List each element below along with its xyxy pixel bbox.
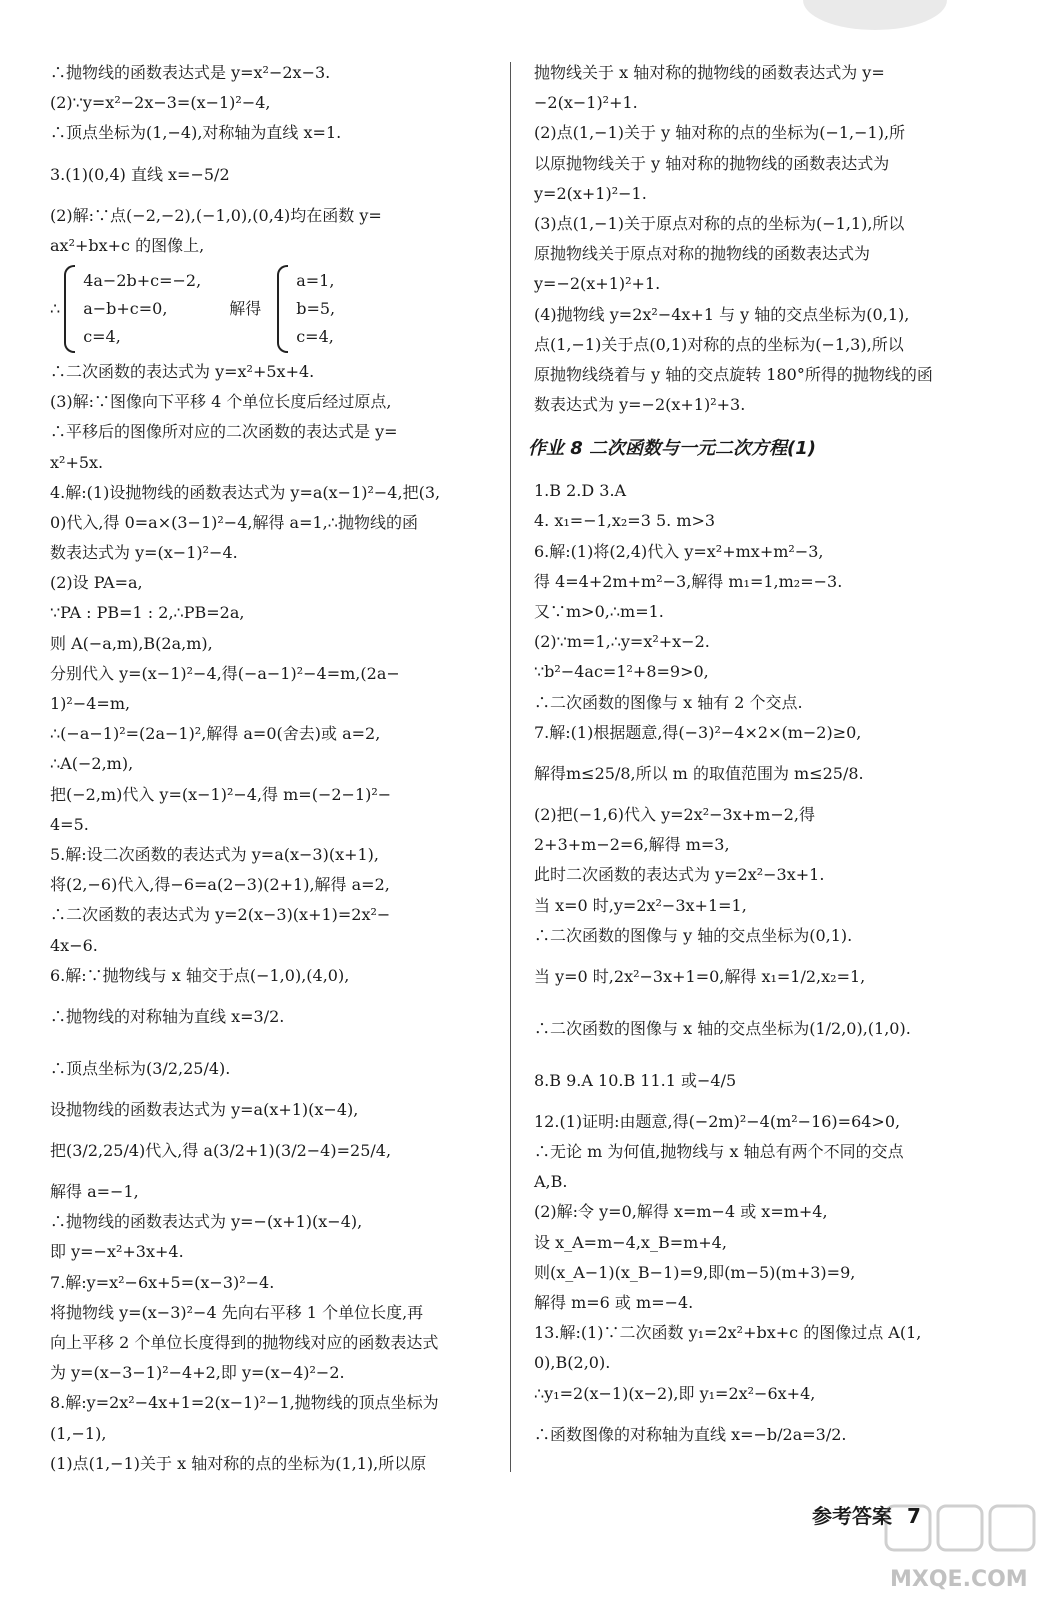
text-line: ∴y₁=2(x−1)(x−2),即 y₁=2x²−6x+4, bbox=[534, 1383, 816, 1403]
text-line: 1.B 2.D 3.A bbox=[534, 481, 627, 501]
text-line: 12.(1)证明:由题意,得(−2m)²−4(m²−16)=64>0, bbox=[534, 1111, 901, 1131]
text-line: 0),B(2,0). bbox=[534, 1353, 611, 1373]
text-line: 7.解:(1)根据题意,得(−3)²−4×2×(m−2)≥0, bbox=[534, 722, 862, 742]
text-line: (4)抛物线 y=2x²−4x+1 与 y 轴的交点坐标为(0,1), bbox=[534, 304, 910, 324]
text-line: 将(2,−6)代入,得−6=a(2−3)(2+1),解得 a=2, bbox=[50, 875, 390, 895]
text-line: ∴函数图像的对称轴为直线 x=−b/2a=3/2. bbox=[534, 1424, 847, 1444]
text-line: ∴二次函数的图像与 x 轴有 2 个交点. bbox=[534, 692, 803, 712]
solution: a=1, bbox=[296, 270, 335, 290]
text-line: 解得 a=−1, bbox=[50, 1182, 139, 1202]
footer-label: 参考答案 bbox=[812, 1504, 892, 1528]
text-line: (2)设 PA=a, bbox=[50, 573, 143, 593]
text-line: (3)点(1,−1)关于原点对称的点的坐标为(−1,1),所以 bbox=[534, 213, 905, 233]
text-line: 将抛物线 y=(x−3)²−4 先向右平移 1 个单位长度,再 bbox=[50, 1302, 424, 1322]
text-line: 则(x_A−1)(x_B−1)=9,即(m−5)(m+3)=9, bbox=[534, 1262, 856, 1282]
text-line: 设 x_A=m−4,x_B=m+4, bbox=[534, 1232, 727, 1252]
text-line: 此时二次函数的表达式为 y=2x²−3x+1. bbox=[534, 865, 825, 885]
text-line: 把(3/2,25/4)代入,得 a(3/2+1)(3/2−4)=25/4, bbox=[50, 1141, 392, 1161]
text-line: 则 A(−a,m),B(2a,m), bbox=[50, 633, 213, 653]
equation: 4a−2b+c=−2, bbox=[83, 270, 202, 290]
text-line: 数表达式为 y=−2(x+1)²+3. bbox=[534, 395, 746, 415]
text-line: ∴抛物线的对称轴为直线 x=3/2. bbox=[50, 1006, 285, 1026]
text-line: (1,−1), bbox=[50, 1423, 107, 1443]
text-line: 向上平移 2 个单位长度得到的抛物线对应的函数表达式 bbox=[50, 1333, 439, 1352]
text-line: 以原抛物线关于 y 轴对称的抛物线的函数表达式为 bbox=[534, 153, 890, 173]
text-line: (2)解:∵点(−2,−2),(−1,0),(0,4)均在函数 y= bbox=[50, 205, 382, 225]
text-line: 原抛物线绕着与 y 轴的交点旋转 180°所得的抛物线的函 bbox=[534, 364, 933, 384]
text-line: 7.解:y=x²−6x+5=(x−3)²−4. bbox=[50, 1272, 275, 1292]
text-line: 设抛物线的函数表达式为 y=a(x+1)(x−4), bbox=[50, 1099, 359, 1119]
text-line: 1)²−4=m, bbox=[50, 694, 131, 713]
text-line: (2)∵m=1,∴y=x²+x−2. bbox=[534, 632, 710, 652]
left-brace bbox=[277, 265, 288, 353]
text-line: ∴抛物线的函数表达式为 y=−(x+1)(x−4), bbox=[50, 1212, 363, 1232]
text-line: ∴顶点坐标为(1,−4),对称轴为直线 x=1. bbox=[50, 123, 342, 143]
left-brace bbox=[64, 265, 75, 353]
text-line: 抛物线关于 x 轴对称的抛物线的函数表达式为 y= bbox=[534, 63, 885, 82]
text-line: (3)解:∵图像向下平移 4 个单位长度后经过原点, bbox=[50, 392, 392, 412]
text-line: ∴A(−2,m), bbox=[50, 754, 134, 774]
text-line: ∴(−a−1)²=(2a−1)²,解得 a=0(舍去)或 a=2, bbox=[50, 724, 381, 744]
text-line: 解得 m=6 或 m=−4. bbox=[534, 1293, 694, 1312]
text-line: (2)∵y=x²−2x−3=(x−1)²−4, bbox=[50, 93, 271, 113]
text-line: 数表达式为 y=(x−1)²−4. bbox=[50, 543, 238, 563]
text-line: ax²+bx+c 的图像上, bbox=[50, 235, 205, 255]
text-line: y=2(x+1)²−1. bbox=[534, 183, 647, 203]
text-line: ∴无论 m 为何值,抛物线与 x 轴总有两个不同的交点 bbox=[534, 1142, 904, 1162]
text-line: 8.解:y=2x²−4x+1=2(x−1)²−1,抛物线的顶点坐标为 bbox=[50, 1393, 439, 1413]
therefore-symbol: ∴ bbox=[50, 298, 61, 318]
system-equations bbox=[83, 267, 201, 351]
text-line: 4. x₁=−1,x₂=3 5. m>3 bbox=[534, 511, 716, 531]
text-line: ∴二次函数的图像与 y 轴的交点坐标为(0,1). bbox=[534, 925, 853, 945]
section-title: 作业 8 二次函数与一元二次方程(1) bbox=[528, 438, 817, 460]
text-line: 点(1,−1)关于点(0,1)对称的点的坐标为(−1,3),所以 bbox=[534, 334, 904, 354]
text-line: 6.解:∵抛物线与 x 轴交于点(−1,0),(4,0), bbox=[50, 965, 350, 985]
text-line: ∴平移后的图像所对应的二次函数的表达式是 y= bbox=[50, 422, 398, 442]
text-line: 为 y=(x−3−1)²−4+2,即 y=(x−4)²−2. bbox=[50, 1363, 345, 1383]
text-line: ∴二次函数的表达式为 y=x²+5x+4. bbox=[50, 361, 315, 381]
text-line: 4=5. bbox=[50, 814, 89, 834]
text-line: 原抛物线关于原点对称的抛物线的函数表达式为 bbox=[534, 244, 871, 264]
system-solutions bbox=[296, 267, 335, 351]
text-line: 当 y=0 时,2x²−3x+1=0,解得 x₁=1/2,x₂=1, bbox=[534, 966, 866, 986]
column-divider bbox=[510, 62, 511, 1472]
solve-label: 解得 bbox=[229, 298, 262, 318]
text-line: 13.解:(1)∵二次函数 y₁=2x²+bx+c 的图像过点 A(1, bbox=[534, 1323, 922, 1343]
text-line: 解得m≤25/8,所以 m 的取值范围为 m≤25/8. bbox=[534, 763, 864, 783]
text-line: 即 y=−x²+3x+4. bbox=[50, 1242, 184, 1262]
equation: a−b+c=0, bbox=[83, 298, 168, 318]
text-line: ∴顶点坐标为(3/2,25/4). bbox=[50, 1058, 231, 1078]
text-line: x²+5x. bbox=[50, 452, 104, 472]
text-line: (1)点(1,−1)关于 x 轴对称的点的坐标为(1,1),所以原 bbox=[50, 1453, 427, 1473]
text-line: (2)把(−1,6)代入 y=2x²−3x+m−2,得 bbox=[534, 804, 816, 824]
text-line: ∴抛物线的函数表达式是 y=x²−2x−3. bbox=[50, 63, 331, 82]
text-line: A,B. bbox=[534, 1172, 568, 1192]
text-line: 3.(1)(0,4) 直线 x=−5/2 bbox=[50, 164, 230, 184]
text-line: 0)代入,得 0=a×(3−1)²−4,解得 a=1,∴抛物线的函 bbox=[50, 512, 418, 532]
text-line: 把(−2,m)代入 y=(x−1)²−4,得 m=(−2−1)²− bbox=[50, 784, 392, 804]
top-corner-smudge bbox=[800, 0, 950, 34]
text-line: ∵PA : PB=1 : 2,∴PB=2a, bbox=[50, 603, 245, 623]
text-line: 4.解:(1)设抛物线的函数表达式为 y=a(x−1)²−4,把(3, bbox=[50, 482, 441, 502]
text-line: ∴二次函数的图像与 x 轴的交点坐标为(1/2,0),(1,0). bbox=[534, 1018, 911, 1038]
text-line: y=−2(x+1)²+1. bbox=[534, 274, 661, 294]
text-line: 5.解:设二次函数的表达式为 y=a(x−3)(x+1), bbox=[50, 844, 380, 864]
left-column bbox=[50, 58, 498, 1479]
page-number: 7 bbox=[906, 1504, 921, 1528]
text-line: (2)点(1,−1)关于 y 轴对称的点的坐标为(−1,−1),所 bbox=[534, 123, 906, 143]
svg-text:MXQE.COM: MXQE.COM bbox=[890, 1567, 1028, 1592]
text-line: ∴二次函数的表达式为 y=2(x−3)(x+1)=2x²− bbox=[50, 905, 391, 925]
solution: c=4, bbox=[296, 326, 334, 346]
text-line: 6.解:(1)将(2,4)代入 y=x²+mx+m²−3, bbox=[534, 541, 824, 561]
text-line: (2)解:令 y=0,解得 x=m−4 或 x=m+4, bbox=[534, 1202, 828, 1222]
text-line: 2+3+m−2=6,解得 m=3, bbox=[534, 835, 730, 855]
text-line: 得 4=4+2m+m²−3,解得 m₁=1,m₂=−3. bbox=[534, 571, 843, 591]
text-line: ∵b²−4ac=1²+8=9>0, bbox=[534, 662, 709, 682]
right-column bbox=[528, 58, 982, 1461]
equation: c=4, bbox=[83, 326, 121, 346]
text-line: 又∵m>0,∴m=1. bbox=[534, 602, 664, 621]
text-line: −2(x−1)²+1. bbox=[534, 93, 638, 113]
equation-system bbox=[50, 263, 498, 355]
text-line: 分别代入 y=(x−1)²−4,得(−a−1)²−4=m,(2a− bbox=[50, 663, 400, 683]
text-line: 当 x=0 时,y=2x²−3x+1=1, bbox=[534, 895, 747, 915]
solution: b=5, bbox=[296, 298, 336, 318]
text-line: 4x−6. bbox=[50, 935, 98, 955]
watermark-logo bbox=[876, 1500, 1056, 1596]
text-line: 8.B 9.A 10.B 11.1 或−4/5 bbox=[534, 1070, 737, 1090]
